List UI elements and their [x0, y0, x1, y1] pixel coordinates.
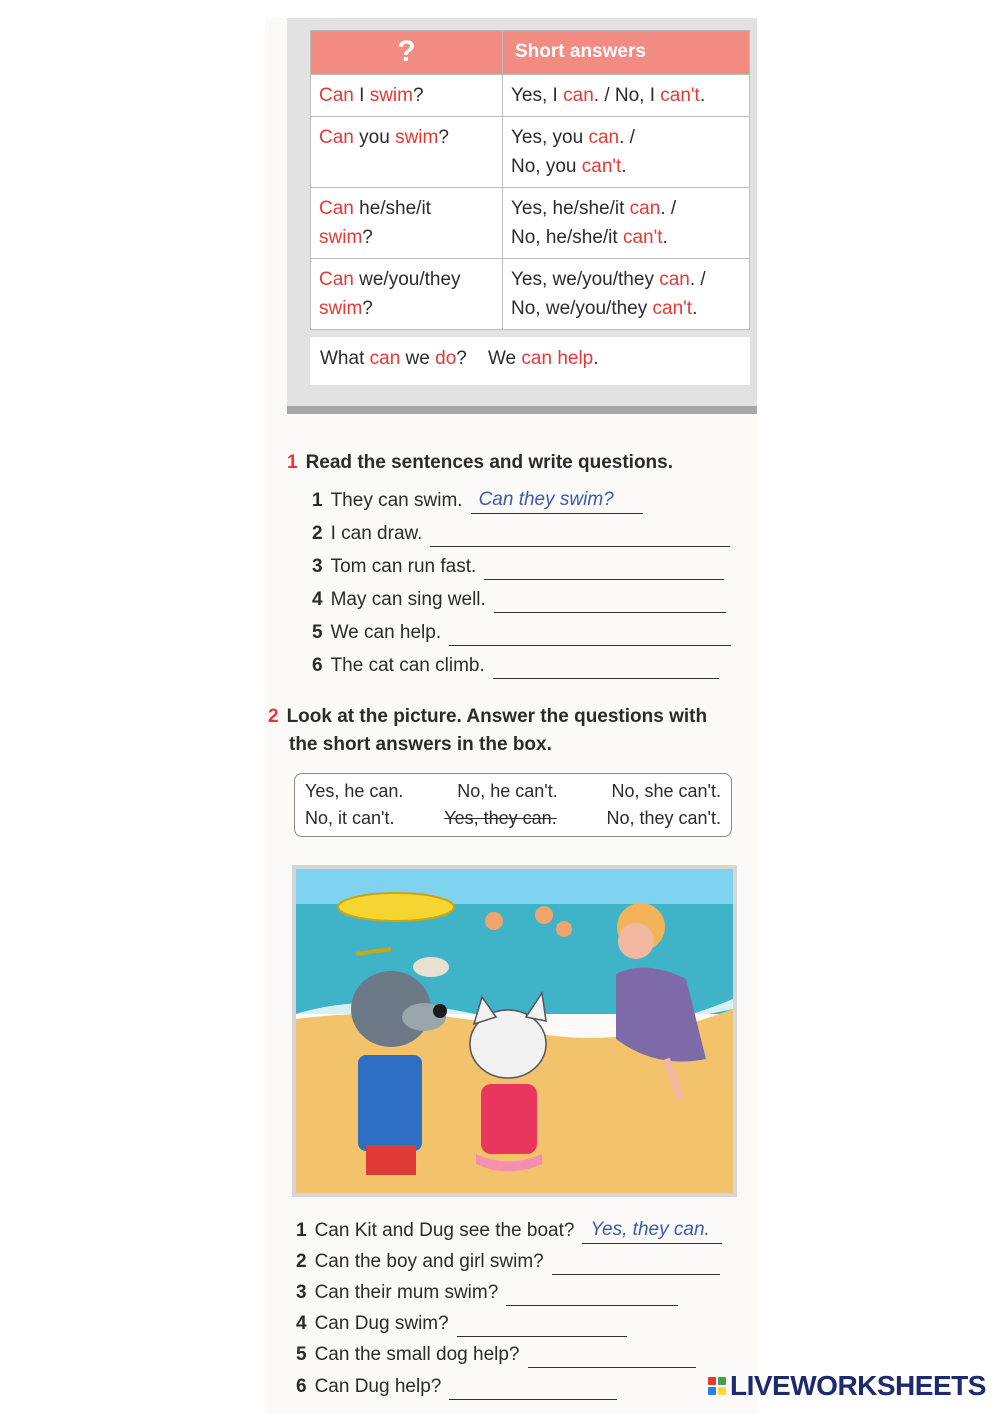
- answer-blank[interactable]: [449, 624, 731, 646]
- what-can-we-do-box: [310, 337, 750, 385]
- grammar-row: [311, 188, 750, 259]
- exercise-2-number: 2: [268, 706, 279, 727]
- exercise-2-instruction-line2: the short answers in the box.: [289, 734, 552, 755]
- answer-blank[interactable]: [582, 1219, 722, 1244]
- exercise-2-instruction-line1: Look at the picture. Answer the questions with: [286, 706, 708, 727]
- text-segment: . /: [689, 269, 706, 290]
- exercise-1-title: [287, 449, 673, 477]
- text-segment: .: [662, 227, 668, 248]
- item-question: Can Dug help?: [314, 1376, 442, 1397]
- item-question: Can the boy and girl swim?: [314, 1251, 544, 1272]
- dug-vest: [358, 1055, 422, 1151]
- highlighted-word: swim: [395, 127, 439, 148]
- highlighted-word: swim: [319, 227, 363, 248]
- highlighted-word: Can: [319, 269, 354, 290]
- grammar-table: [310, 30, 750, 330]
- answer-text: Can they swim?: [478, 489, 614, 510]
- item-number: 5: [296, 1344, 307, 1365]
- text-segment: Yes, we/you/they: [511, 269, 660, 290]
- grammar-question: [311, 188, 503, 259]
- text-segment: ?: [412, 85, 424, 106]
- highlighted-word: can't: [660, 85, 700, 106]
- highlighted-word: swim: [369, 85, 413, 106]
- item-number: 4: [296, 1313, 307, 1334]
- highlighted-word: swim: [319, 298, 363, 319]
- grammar-answer: [503, 117, 750, 188]
- exercise-2-title: [268, 703, 707, 759]
- text-segment: No, he/she/it: [511, 227, 623, 248]
- highlighted-word: can: [659, 269, 690, 290]
- exercise-2-item: [296, 1342, 696, 1368]
- logo-square: [708, 1387, 716, 1395]
- highlighted-word: can help: [521, 348, 594, 369]
- text-segment: we: [400, 348, 436, 369]
- item-number: 6: [312, 655, 323, 676]
- item-question: Can Dug swim?: [314, 1313, 449, 1334]
- answer-blank[interactable]: [493, 657, 719, 679]
- grammar-answer: [503, 75, 750, 117]
- exercise-1-item: [312, 521, 730, 547]
- item-number: 5: [312, 622, 323, 643]
- answer-blank[interactable]: [506, 1284, 678, 1306]
- answer-blank[interactable]: [449, 1378, 617, 1400]
- answer-text: Yes, they can.: [590, 1219, 710, 1240]
- small-dog-swimming: [413, 957, 449, 977]
- item-number: 3: [312, 556, 323, 577]
- item-question: Can their mum swim?: [314, 1282, 499, 1303]
- highlighted-word: Can: [319, 85, 354, 106]
- short-answer-option: No, she can't.: [611, 781, 721, 801]
- swimming-boy: [485, 912, 503, 930]
- swimmer: [556, 921, 572, 937]
- kit-swimsuit: [481, 1084, 537, 1154]
- text-segment: ?: [362, 227, 373, 248]
- grammar-row: [311, 75, 750, 117]
- short-answer-option: Yes, he can.: [305, 781, 404, 801]
- text-segment: .: [692, 298, 698, 319]
- grammar-question: [311, 259, 503, 330]
- highlighted-word: can't: [581, 156, 622, 177]
- exercise-1-item: [312, 488, 643, 514]
- text-segment: ?: [362, 298, 373, 319]
- item-number: 2: [312, 523, 323, 544]
- swimming-girl: [535, 906, 553, 924]
- highlighted-word: can: [563, 85, 594, 106]
- short-answers-box: [294, 773, 732, 837]
- item-number: 1: [296, 1220, 307, 1241]
- exercise-1-number: 1: [287, 452, 298, 473]
- item-number: 4: [312, 589, 323, 610]
- item-number: 1: [312, 490, 323, 511]
- short-answers-header: Short answers: [503, 31, 750, 75]
- grammar-row: [311, 117, 750, 188]
- text-segment: . / No, I: [593, 85, 661, 106]
- answer-blank[interactable]: [494, 591, 726, 613]
- item-sentence: May can sing well.: [330, 589, 486, 610]
- text-segment: No, we/you/they: [511, 298, 653, 319]
- text-segment: . /: [619, 127, 635, 148]
- short-answer-option: No, he can't.: [457, 781, 558, 801]
- highlighted-word: can't: [622, 227, 663, 248]
- beach-scene: [296, 869, 733, 1193]
- highlighted-word: can: [629, 198, 661, 219]
- grammar-answer: [503, 259, 750, 330]
- grammar-question: [311, 75, 503, 117]
- short-answer-option-used: Yes, they can.: [444, 808, 557, 828]
- exercise-2-item: [296, 1218, 722, 1244]
- short-answer-option: No, it can't.: [305, 808, 395, 828]
- text-segment: .: [593, 348, 599, 369]
- text-segment: we/you/they: [353, 269, 461, 290]
- yellow-boat: [338, 893, 454, 921]
- dug-shorts: [366, 1145, 416, 1175]
- short-answers-row: [305, 778, 721, 805]
- exercise-1-item: [312, 587, 726, 613]
- text-segment: We: [466, 348, 522, 369]
- answer-blank[interactable]: [471, 489, 643, 514]
- exercise-1-item: [312, 653, 719, 679]
- grammar-question: [311, 117, 503, 188]
- highlighted-word: can't: [652, 298, 693, 319]
- answer-blank[interactable]: [430, 525, 730, 547]
- exercise-2-item: [296, 1374, 617, 1400]
- dug-nose: [433, 1004, 447, 1018]
- exercise-2-item: [296, 1280, 678, 1306]
- exercise-1-item: [312, 620, 731, 646]
- text-segment: What: [320, 348, 370, 369]
- logo-square: [718, 1377, 726, 1385]
- text-segment: he/she/it: [353, 198, 431, 219]
- text-segment: .: [621, 156, 627, 177]
- text-segment: No, you: [511, 156, 582, 177]
- highlighted-word: can: [588, 127, 620, 148]
- text-segment: Yes, you: [511, 127, 589, 148]
- item-number: 6: [296, 1376, 307, 1397]
- question-mark-header: ?: [311, 31, 503, 75]
- text-segment: you: [353, 127, 396, 148]
- logo-square: [718, 1387, 726, 1395]
- exercise-2-item: [296, 1311, 627, 1337]
- beach-illustration: [292, 865, 737, 1197]
- text-segment: Yes, I: [511, 85, 564, 106]
- answer-blank[interactable]: [528, 1346, 696, 1368]
- grammar-answer: [503, 188, 750, 259]
- answer-blank[interactable]: [552, 1253, 720, 1275]
- logo-squares-icon: [708, 1377, 726, 1395]
- exercise-2-item: [296, 1249, 720, 1275]
- item-sentence: Tom can run fast.: [330, 556, 477, 577]
- grammar-header-row: [311, 31, 750, 75]
- text-segment: . /: [660, 198, 677, 219]
- text-segment: Yes, he/she/it: [511, 198, 630, 219]
- item-number: 2: [296, 1251, 307, 1272]
- text-segment: ?: [438, 127, 449, 148]
- logo-square: [708, 1377, 716, 1385]
- highlighted-word: do: [435, 348, 457, 369]
- item-sentence: They can swim.: [330, 490, 463, 511]
- answer-blank[interactable]: [484, 558, 724, 580]
- text-segment: .: [699, 85, 706, 106]
- item-sentence: We can help.: [330, 622, 442, 643]
- grammar-row: [311, 259, 750, 330]
- highlighted-word: can: [369, 348, 401, 369]
- item-question: Can the small dog help?: [314, 1344, 520, 1365]
- item-question: Can Kit and Dug see the boat?: [314, 1220, 575, 1241]
- text-segment: ?: [456, 348, 467, 369]
- logo-text: LIVEWORKSHEETS: [730, 1370, 986, 1401]
- liveworksheets-logo: [708, 1370, 986, 1402]
- short-answer-option: No, they can't.: [606, 808, 721, 828]
- item-sentence: I can draw.: [330, 523, 423, 544]
- text-segment: I: [353, 85, 370, 106]
- exercise-1-item: [312, 554, 724, 580]
- short-answers-row: [305, 805, 721, 832]
- item-number: 3: [296, 1282, 307, 1303]
- mum-face: [618, 923, 654, 959]
- answer-blank[interactable]: [457, 1315, 627, 1337]
- exercise-1-instruction: Read the sentences and write questions.: [305, 452, 674, 473]
- highlighted-word: Can: [319, 127, 354, 148]
- highlighted-word: Can: [319, 198, 354, 219]
- item-sentence: The cat can climb.: [330, 655, 485, 676]
